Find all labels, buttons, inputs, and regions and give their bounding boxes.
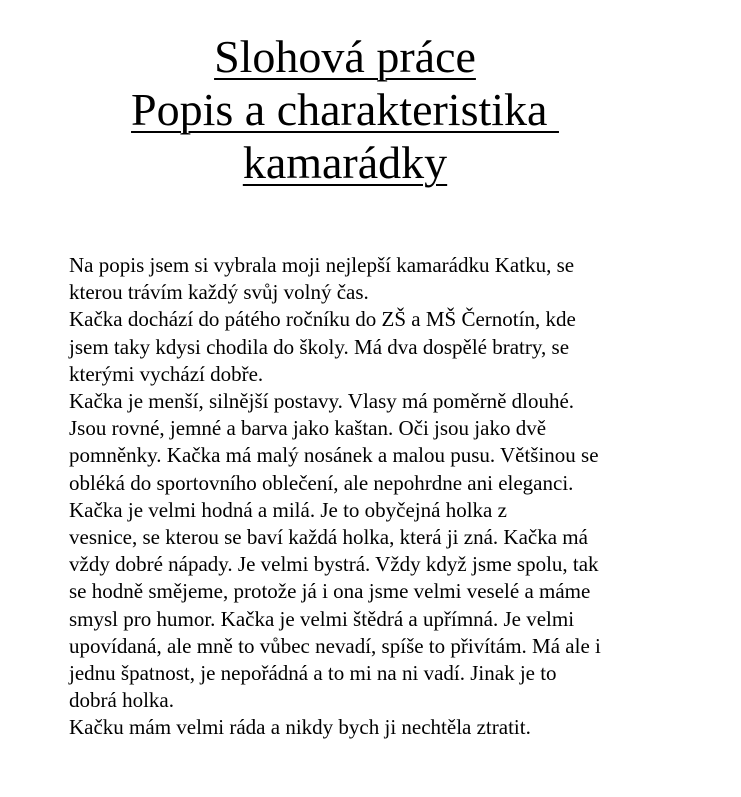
text-line: smysl pro humor. Kačka je velmi štědrá a upřímná. Je velmi [69,606,575,631]
title-line-1 [0,30,690,83]
paragraph-3 [40,388,660,497]
text-line: Kačka je menší, silnější postavy. Vlasy má poměrně dlouhé. [69,389,575,414]
text-line: vesnice, se kterou se baví každá holka, která ji zná. Kačka má [69,525,588,550]
text-line: jednu špatnost, je nepořádná a to mi na ni vadí. Jinak je to [69,661,557,686]
text-line: Na popis jsem si vybrala moji nejlepší kamarádku Katku, se [69,253,575,277]
paragraph-1 [40,252,660,306]
text-line: Kačka dochází do pátého ročníku do ZŠ a MŠ Černotín, kde [69,307,576,332]
essay-body [40,252,660,742]
document-title [0,30,690,189]
paragraph-4 [40,497,660,715]
title-line-1-text: Slohová práce [214,31,476,82]
paragraph-2 [40,306,660,388]
text-line: vždy dobré nápady. Je velmi bystrá. Vždy když jsme spolu, tak [69,552,599,577]
text-line: kterými vychází dobře. [69,361,264,386]
text-line: kterou trávím každý svůj volný čas. [69,280,369,305]
text-line: obléká do sportovního oblečení, ale nepohrdne ani eleganci. [69,470,574,495]
text-line: upovídaná, ale mně to vůbec nevadí, spíše to přivítám. Má ale i [69,633,601,658]
title-line-2 [0,83,690,136]
text-line: pomněnky. Kačka má malý nosánek a malou pusu. Většinou se [69,443,599,468]
text-line: Kačku mám velmi ráda a nikdy bych ji nechtěla ztratit. [69,715,531,740]
text-line: se hodně smějeme, protože já i ona jsme velmi veselé a máme [69,579,591,604]
title-line-3-text: kamarádky [242,137,448,188]
text-line: Jsou rovné, jemné a barva jako kaštan. Oči jsou jako dvě [69,416,547,441]
text-line: jsem taky kdysi chodila do školy. Má dva dospělé bratry, se [69,334,570,359]
title-line-2-text: Popis a charakteristika [131,84,559,135]
text-line: Kačka je velmi hodná a milá. Je to obyčejná holka z [69,497,507,522]
text-line: dobrá holka. [69,688,174,713]
paragraph-5 [40,714,660,741]
title-line-3 [0,136,690,189]
